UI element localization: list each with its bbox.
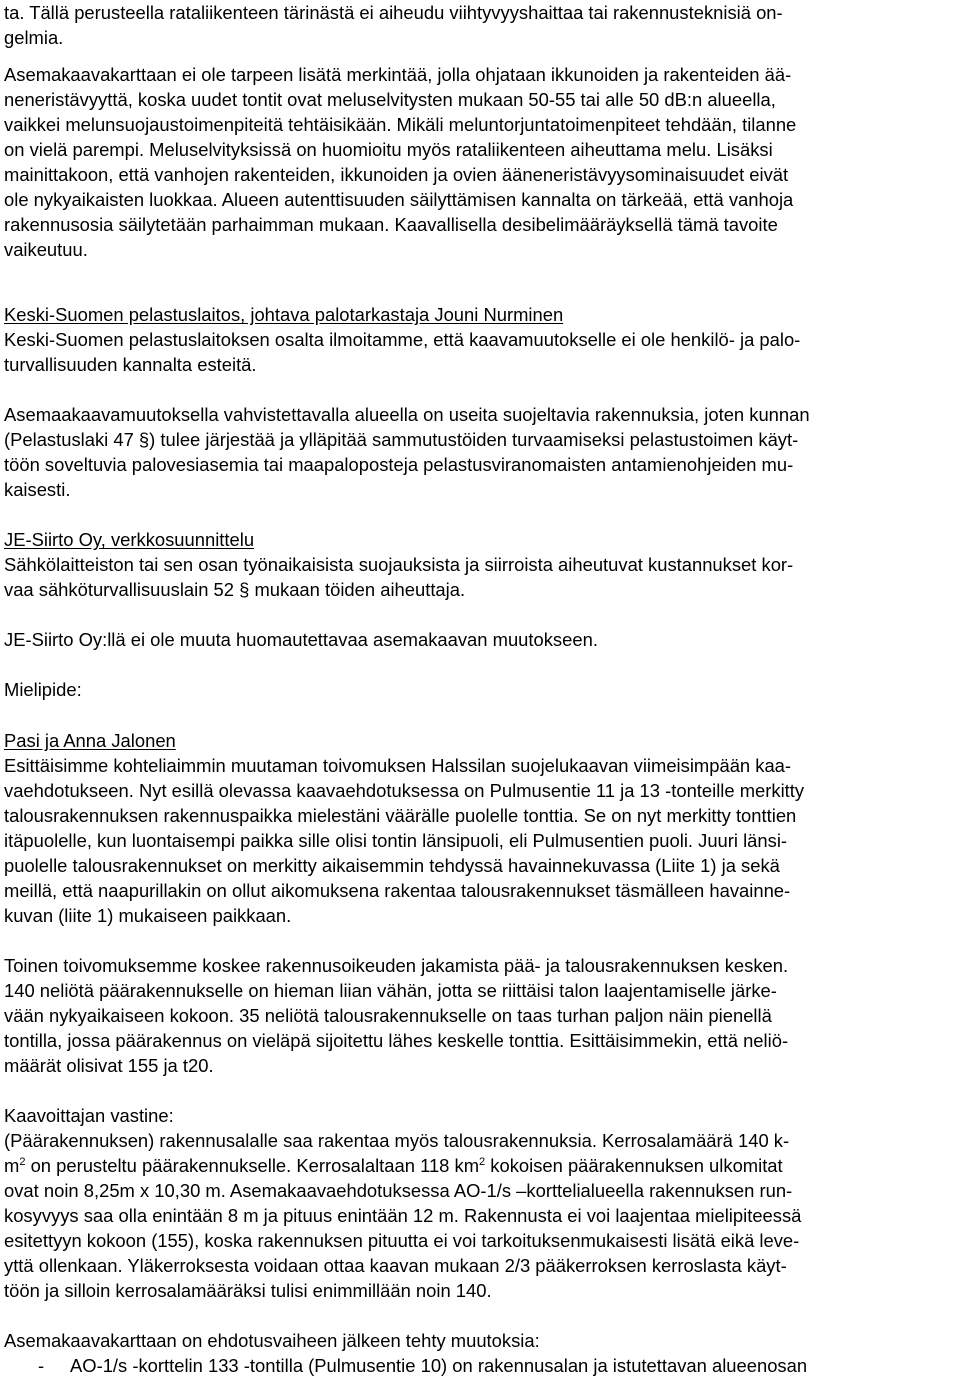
text-line: vaikeutuu. (4, 239, 88, 260)
text-line: gelmia. (4, 27, 64, 48)
text-line: Asemakaavakarttaan ei ole tarpeen lisätä merkintää, jolla ohjataan ikkunoiden ja rakenteiden ää- (4, 64, 792, 85)
text-line-with-superscripts (4, 1153, 956, 1178)
text-line: rakennusosia säilytetään parhaimman mukaan. Kaavallisella desibelimääräyksellä tämä tavoite (4, 214, 778, 235)
section-heading: Pasi ja Anna Jalonen (4, 730, 176, 751)
text-line: esitettyyn kokoon (155), koska rakennuksen pituutta ei voi tarkoituksenmukaisesti lisätä eikä leve- (4, 1230, 800, 1251)
text-line: ta. Tällä perusteella rataliikenteen tärinästä ei aiheudu viihtyvyyshaittaa tai rakennusteknisiä on- (4, 2, 783, 23)
text-fragment: on perusteltu päärakennukselle. Kerrosalaltaan 118 km (25, 1155, 480, 1176)
text-line: töön ja silloin kerrosalamääräksi tulisi enimmillään noin 140. (4, 1280, 492, 1301)
text-fragment: m (4, 1155, 20, 1176)
superscript: 2 (479, 1156, 486, 1168)
text-line: Toinen toivomuksemme koskee rakennusoikeuden jakamista pää- ja talousrakennuksen kesken. (4, 955, 789, 976)
text-line: vään nykyaikaiseen kokoon. 35 neliötä talousrakennukselle on taas turhan paljon näin pienellä (4, 1005, 772, 1026)
text-line: 140 neliötä päärakennukselle on hieman liian vähän, jotta se riittäisi talon laajentamiselle järke- (4, 980, 777, 1001)
superscript: 2 (19, 1156, 26, 1168)
text-line: itäpuolelle, kun luontaisempi paikka sille olisi tontin länsipuoli, eli Pulmusentien puoli. Juuri länsi- (4, 830, 788, 851)
text-line: kaisesti. (4, 479, 71, 500)
paragraph-rescue-department (4, 302, 956, 377)
text-line: Esittäisimme kohteliaimmin muutaman toivomuksen Halssilan suojelukaavan viimeisimpään kaa- (4, 755, 792, 776)
text-line: JE-Siirto Oy:llä ei ole muuta huomautettavaa asemakaavan muutokseen. (4, 629, 598, 650)
paragraph-opinion-label (4, 677, 956, 702)
text-line: (Päärakennuksen) rakennusalalle saa rakentaa myös talousrakennuksia. Kerrosalamäärä 140 k- (4, 1130, 790, 1151)
list-item (4, 1353, 956, 1378)
text-line: ovat noin 8,25m x 10,30 m. Asemakaavaehdotuksessa AO-1/s –korttelialueella rakennuksen run- (4, 1180, 793, 1201)
text-line: Sähkölaitteiston tai sen osan työnaikaisista suojauksista ja siirroista aiheutuvat kustannukset kor- (4, 554, 794, 575)
paragraph-je-siirto (4, 527, 956, 602)
text-line: Kaavoittajan vastine: (4, 1105, 174, 1126)
paragraph-je-siirto-no-remarks (4, 627, 956, 652)
text-line: puolelle talousrakennukset on merkitty aikaisemmin tehdyssä havainnekuvassa (Liite 1) ja sekä (4, 855, 780, 876)
text-line: kosyvyys saa olla enintään 8 m ja pituus enintään 12 m. Rakennusta ei voi laajentaa mielipiteessä (4, 1205, 802, 1226)
list-item-text: AO-1/s -korttelin 133 -tontilla (Pulmusentie 10) on rakennusalan ja istutettavan alueenosan (70, 1355, 808, 1376)
paragraph-planner-response (4, 1103, 956, 1303)
text-line: tontilla, jossa päärakennus on vieläpä sijoitettu lähes keskelle tonttia. Esittäisimmekin, että neliö- (4, 1030, 789, 1051)
text-line: yttä ollenkaan. Yläkerroksesta voidaan ottaa kaavan mukaan 2/3 pääkerroksen kerroslasta käyt- (4, 1255, 787, 1276)
paragraph-building-rights (4, 953, 956, 1078)
text-line: meillä, että naapurillakin on ollut aikomuksena rakentaa talousrakennukset täsmälleen havainne- (4, 880, 791, 901)
text-line: ole nykyaikaisten luokkaa. Alueen autenttisuuden säilyttämisen kannalta on tärkeää, että vanhoja (4, 189, 794, 210)
text-line: mainittakoon, että vanhojen rakenteiden, ikkunoiden ja ovien ääneneristävyysominaisuudet eivät (4, 164, 789, 185)
text-line: (Pelastuslaki 47 §) tulee järjestää ja ylläpitää sammutustöiden turvaamiseksi pelastustoimen käyt- (4, 429, 799, 450)
text-fragment: kokoisen päärakennuksen ulkomitat (485, 1155, 783, 1176)
paragraph-noise-insulation (4, 62, 956, 262)
dash-bullet: - (38, 1355, 45, 1376)
text-line: turvallisuuden kannalta esteitä. (4, 354, 257, 375)
text-line: Mielipide: (4, 679, 82, 700)
text-line: määrät olisivat 155 ja t20. (4, 1055, 214, 1076)
text-line: neneristävyyttä, koska uudet tontit ovat meluselvitysten mukaan 50-55 tai alle 50 dB:n alueella, (4, 89, 776, 110)
text-line: vaehdotukseen. Nyt esillä olevassa kaavaehdotuksessa on Pulmusentie 11 ja 13 -tonteille merkitty (4, 780, 805, 801)
paragraph-plan-changes (4, 1328, 956, 1378)
text-line: töön soveltuvia palovesiasemia tai maapaloposteja pelastusviranomaisten antamienohjeiden mu- (4, 454, 794, 475)
text-line: talousrakennuksen rakennuspaikka mielestäni väärälle puolelle tonttia. Se on nyt merkitty tonttien (4, 805, 797, 826)
text-line: vaa sähköturvallisuuslain 52 § mukaan töiden aiheuttaja. (4, 579, 466, 600)
text-line: Asemakaavakarttaan on ehdotusvaiheen jälkeen tehty muutoksia: (4, 1330, 540, 1351)
text-line: Keski-Suomen pelastuslaitoksen osalta ilmoitamme, että kaavamuutokselle ei ole henkilö- ja palo- (4, 329, 801, 350)
section-heading: Keski-Suomen pelastuslaitos, johtava palotarkastaja Jouni Nurminen (4, 304, 564, 325)
text-line: vaikkei melunsuojaustoimenpiteitä tehtäisikään. Mikäli meluntorjuntatoimenpiteet tehdään, tilanne (4, 114, 797, 135)
paragraph-jalonen-opinion (4, 728, 956, 928)
paragraph-fire-water (4, 402, 956, 502)
text-line: Asemaakaavamuutoksella vahvistettavalla alueella on useita suojeltavia rakennuksia, joten kunnan (4, 404, 810, 425)
paragraph-railway-vibration (4, 0, 956, 50)
text-line: kuvan (liite 1) mukaiseen paikkaan. (4, 905, 292, 926)
section-heading: JE-Siirto Oy, verkkosuunnittelu (4, 529, 255, 550)
text-line: on vielä parempi. Meluselvityksissä on huomioitu myös rataliikenteen aiheuttama melu. Lisäksi (4, 139, 773, 160)
